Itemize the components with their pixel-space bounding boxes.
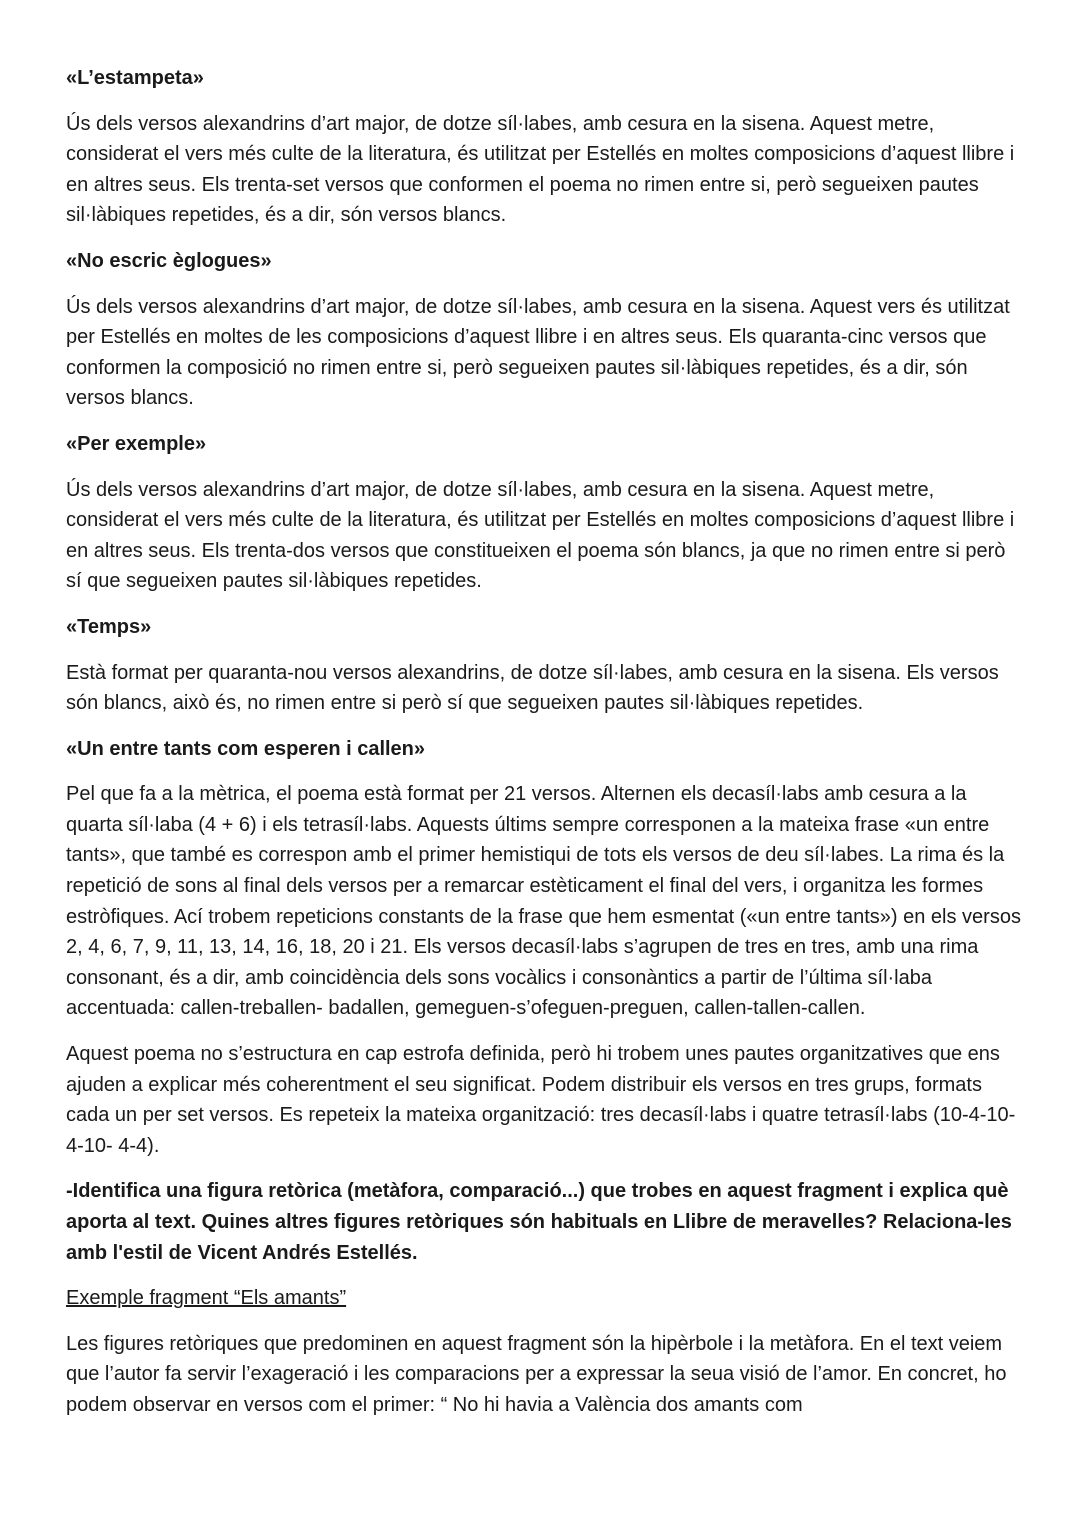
section-title-temps: «Temps» [66, 615, 152, 638]
section-body-temps: Està format per quaranta-nou versos alexandrins, de dotze síl·labes, amb cesura en la sisena. Els versos són blancs, això és, no rimen entre si però sí que segueixen pautes sil·làbiques repetides. [66, 661, 999, 715]
section-title-per-exemple: «Per exemple» [66, 432, 207, 455]
section-body-lestampeta: Ús dels versos alexandrins d’art major, de dotze síl·labes, amb cesura en la sisena. Aquest metre, considerat el vers més culte de la literatura, és utilitzat per Estellés en moltes composicions d’aquest llibre i en altres seus. Els trenta-set versos que conformen el poema no rimen entre si, però segueixen pautes sil·làbiques repetides, és a dir, són versos blancs. [66, 112, 1015, 227]
section-body-no-escric-eglogues: Ús dels versos alexandrins d’art major, de dotze síl·labes, amb cesura en la sisena. Aquest vers és utilitzat per Estellés en moltes de les composicions d’aquest llibre i en altres seus. Els quaranta-cinc versos que conformen la composició no rimen entre si, però segueixen pautes sil·làbiques repetides, és a dir, són versos blancs. [66, 295, 1010, 410]
example-body: Les figures retòriques que predominen en aquest fragment són la hipèrbole i la metàfora. En el text veiem que l’autor fa servir l’exageració i les comparacions per a expressar la seua visió de l’amor. En concret, ho podem observar en versos com el primer: “ No hi havia a València dos amants com [66, 1332, 1007, 1416]
document-page [66, 63, 1026, 1436]
example-title: Exemple fragment “Els amants” [66, 1287, 347, 1310]
section-title-lestampeta: «L’estampeta» [66, 67, 204, 89]
section-title-no-escric-eglogues: «No escric èglogues» [66, 249, 272, 272]
section-body-per-exemple: Ús dels versos alexandrins d’art major, de dotze síl·labes, amb cesura en la sisena. Aquest metre, considerat el vers més culte de la literatura, és utilitzat per Estellés en moltes composicions d’aquest llibre i en altres seus. Els trenta-dos versos que constitueixen el poema són blancs, ja que no rimen entre si però sí que segueixen pautes sil·làbiques repetides. [66, 478, 1015, 593]
question-prompt: -Identifica una figura retòrica (metàfora, comparació...) que trobes en aquest fragment i explica què aporta al text. Quines altres figures retòriques són habituals en Llibre de meravelles? Relaciona-les amb l'estil de Vicent Andrés Estellés. [66, 1180, 1012, 1264]
section-title-un-entre-tants: «Un entre tants com esperen i callen» [66, 737, 426, 760]
section-body-un-entre-tants: Pel que fa a la mètrica, el poema està format per 21 versos. Alternen els decasíl·labs amb cesura a la quarta síl·laba (4 + 6) i els tetrasíl·labs. Aquests últims sempre corresponen a la mateixa frase «un entre tants», que també es correspon amb el primer hemistiqui de tots els versos de deu síl·labes. La rima és la repetició de sons al final dels versos per a remarcar estèticament el final del vers, i organitza les formes estròfiques. Ací trobem repeticions constants de la frase que hem esmentat («un entre tants») en els versos 2, 4, 6, 7, 9, 11, 13, 14, 16, 18, 20 i 21. Els versos decasíl·labs s’agrupen de tres en tres, amb una rima consonant, és a dir, amb coincidència dels sons vocàlics i consonàntics a partir de l’última síl·laba accentuada: callen-treballen- badallen, gemeguen-s’ofeguen-preguen, callen-tallen-callen. [66, 783, 1021, 1020]
section-body-un-entre-tants-structure: Aquest poema no s’estructura en cap estrofa definida, però hi trobem unes pautes organitzatives que ens ajuden a explicar més coherentment el seu significat. Podem distribuir els versos en tres grups, formats cada un per set versos. Es repeteix la mateixa organització: tres decasíl·labs i quatre tetrasíl·labs (10-4-10-4-10- 4-4). [66, 1043, 1016, 1157]
